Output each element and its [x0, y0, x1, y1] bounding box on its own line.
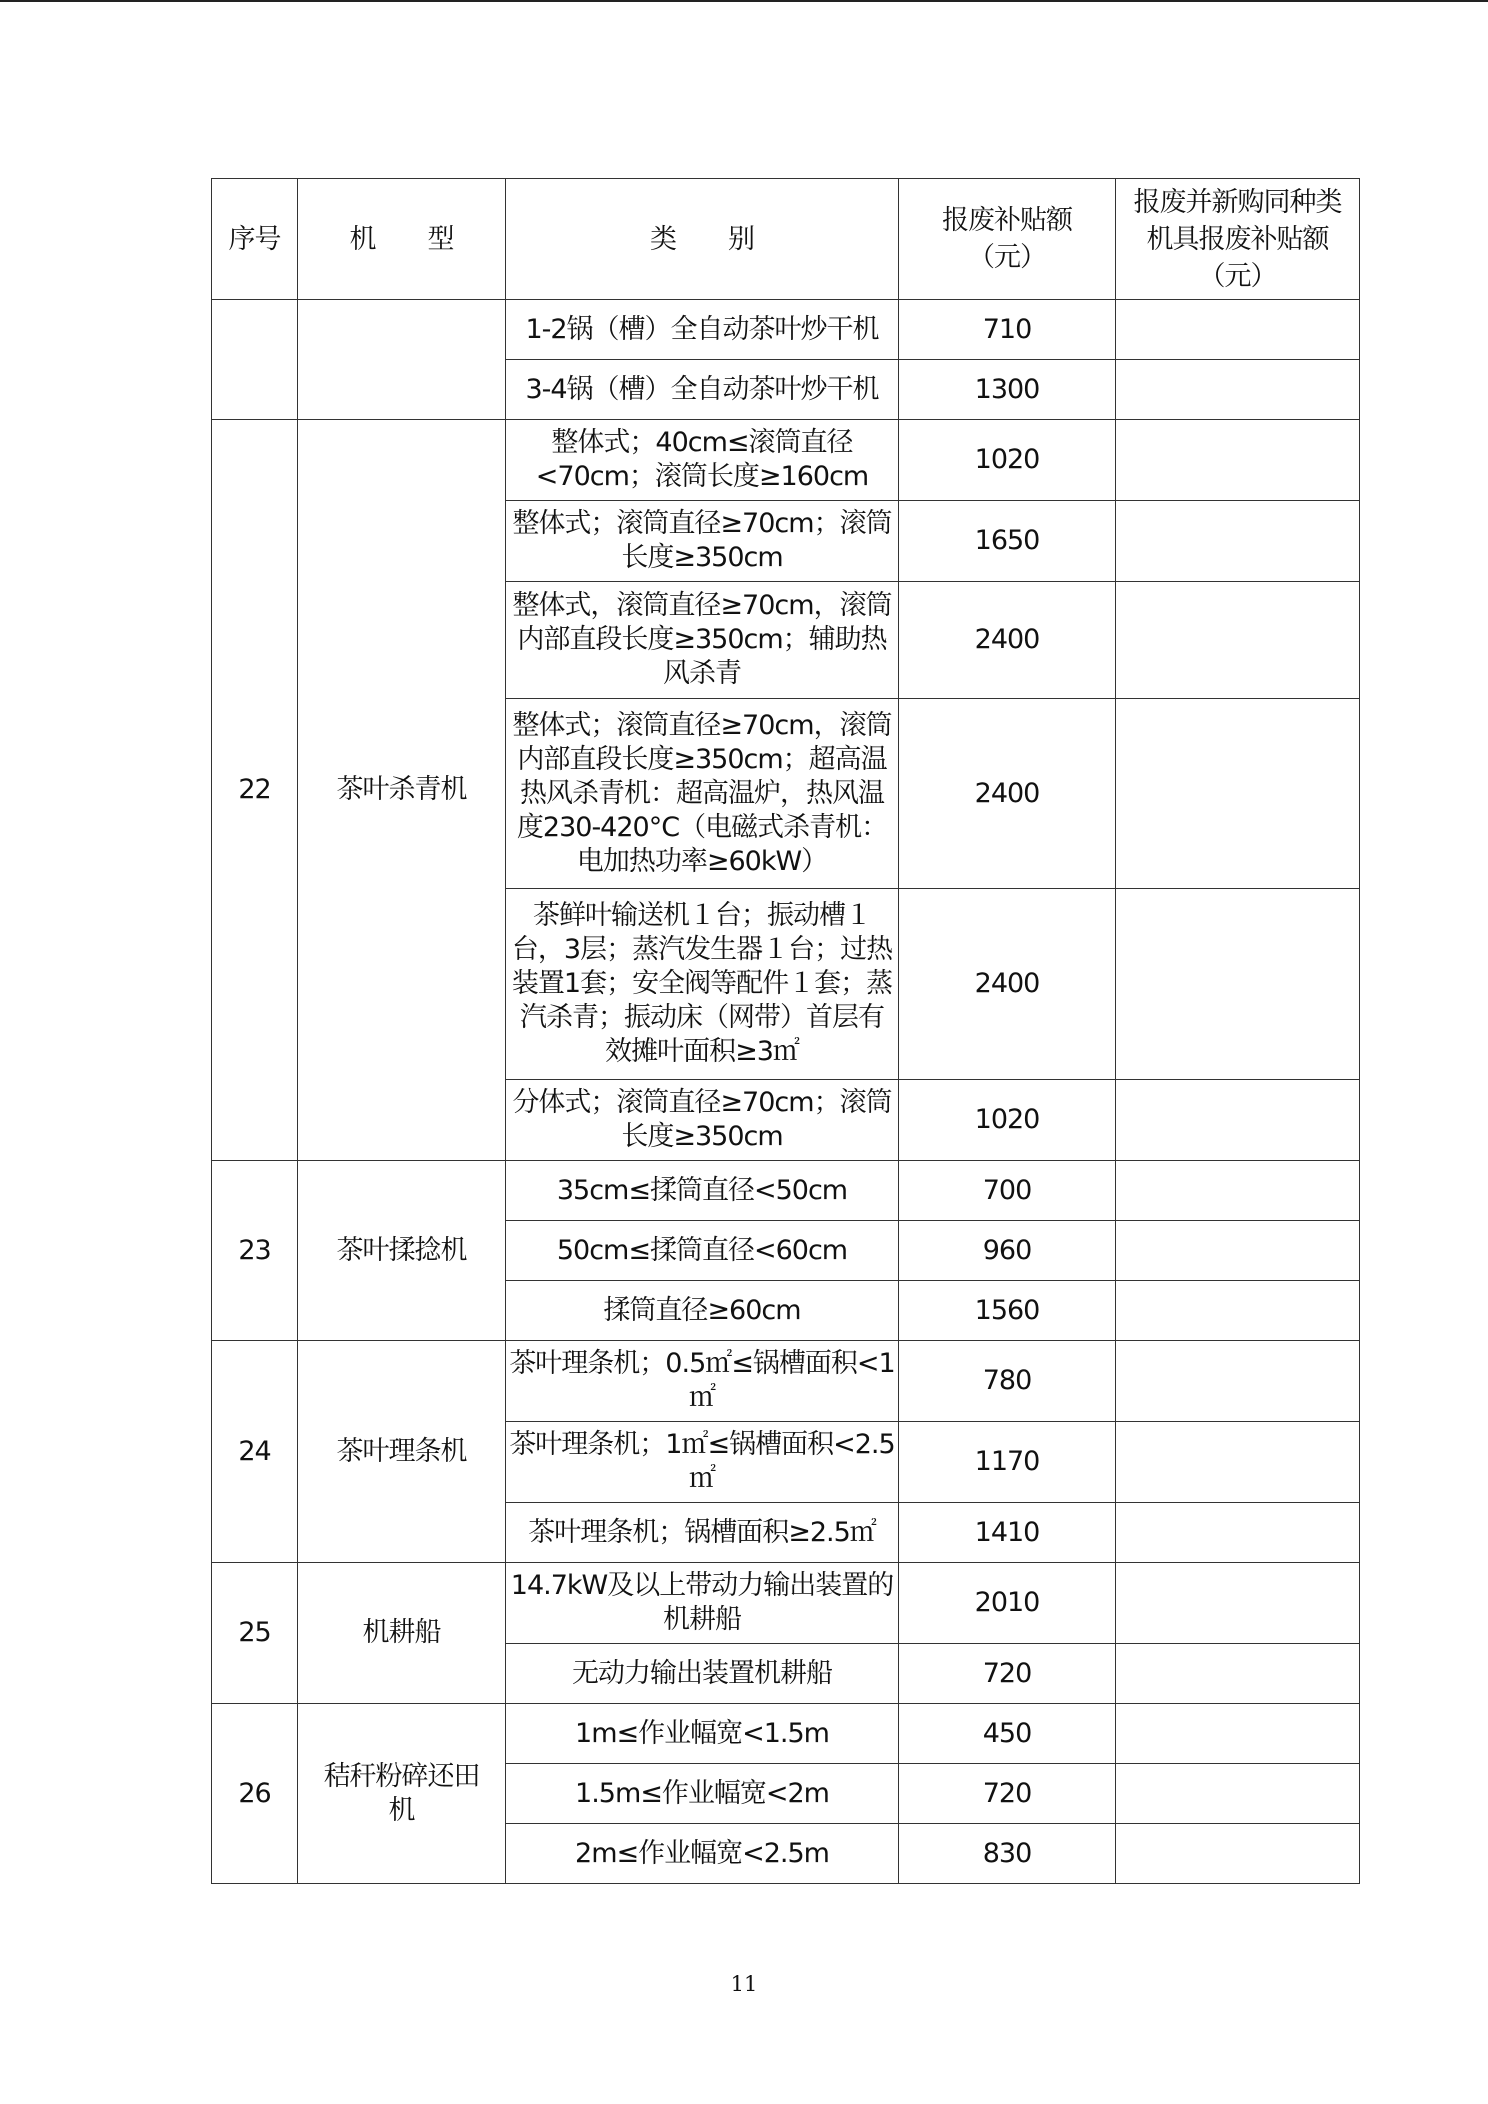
amount-cell: 1410 [899, 1503, 1116, 1563]
extra-cell [1116, 300, 1360, 360]
table-row [212, 420, 1360, 501]
header-scrap-and-buy: 报废并新购同种类机具报废补贴额（元） [1116, 179, 1360, 300]
category-cell: 分体式；滚筒直径≥70cm；滚筒长度≥350cm [506, 1080, 899, 1161]
amount-cell: 700 [899, 1161, 1116, 1221]
amount-cell: 780 [899, 1341, 1116, 1422]
category-cell: 2m≤作业幅宽<2.5m [506, 1824, 899, 1884]
top-border-line [0, 0, 1488, 2]
extra-cell [1116, 1824, 1360, 1884]
header-model: 机 型 [298, 179, 506, 300]
amount-cell: 1020 [899, 420, 1116, 501]
category-cell: 茶叶理条机；锅槽面积≥2.5㎡ [506, 1503, 899, 1563]
model-cell: 茶叶揉捻机 [298, 1161, 506, 1341]
extra-cell [1116, 360, 1360, 420]
extra-cell [1116, 1764, 1360, 1824]
model-cell: 茶叶杀青机 [298, 420, 506, 1161]
amount-cell: 830 [899, 1824, 1116, 1884]
extra-cell [1116, 1503, 1360, 1563]
amount-cell: 710 [899, 300, 1116, 360]
table-row [212, 1161, 1360, 1221]
index-cell: 24 [212, 1341, 298, 1563]
extra-cell [1116, 699, 1360, 889]
amount-cell: 450 [899, 1704, 1116, 1764]
header-row [212, 179, 1360, 300]
model-cell [298, 300, 506, 420]
extra-cell [1116, 1704, 1360, 1764]
index-cell: 23 [212, 1161, 298, 1341]
amount-cell: 1650 [899, 501, 1116, 582]
category-cell: 1-2锅（槽）全自动茶叶炒干机 [506, 300, 899, 360]
amount-cell: 1170 [899, 1422, 1116, 1503]
category-cell: 整体式；滚筒直径≥70cm，滚筒内部直段长度≥350cm；超高温热风杀青机：超高温炉，热风温度230-420°C（电磁式杀青机：电加热功率≥60kW） [506, 699, 899, 889]
amount-cell: 960 [899, 1221, 1116, 1281]
category-cell: 整体式；40cm≤滚筒直径<70cm；滚筒长度≥160cm [506, 420, 899, 501]
table-row [212, 1563, 1360, 1644]
category-cell: 1m≤作业幅宽<1.5m [506, 1704, 899, 1764]
category-cell: 整体式；滚筒直径≥70cm；滚筒长度≥350cm [506, 501, 899, 582]
category-cell: 14.7kW及以上带动力输出装置的机耕船 [506, 1563, 899, 1644]
amount-cell: 720 [899, 1764, 1116, 1824]
extra-cell [1116, 1644, 1360, 1704]
amount-cell: 1300 [899, 360, 1116, 420]
index-cell: 26 [212, 1704, 298, 1884]
category-cell: 50cm≤揉筒直径<60cm [506, 1221, 899, 1281]
index-cell [212, 300, 298, 420]
extra-cell [1116, 1080, 1360, 1161]
extra-cell [1116, 1422, 1360, 1503]
amount-cell: 720 [899, 1644, 1116, 1704]
header-scrap-subsidy: 报废补贴额（元） [899, 179, 1116, 300]
category-cell: 茶叶理条机；0.5㎡≤锅槽面积<1㎡ [506, 1341, 899, 1422]
amount-cell: 1020 [899, 1080, 1116, 1161]
category-cell: 3-4锅（槽）全自动茶叶炒干机 [506, 360, 899, 420]
header-index: 序号 [212, 179, 298, 300]
subsidy-table [211, 178, 1360, 1884]
category-cell: 揉筒直径≥60cm [506, 1281, 899, 1341]
model-cell: 机耕船 [298, 1563, 506, 1704]
amount-cell: 2400 [899, 889, 1116, 1080]
amount-cell: 2010 [899, 1563, 1116, 1644]
extra-cell [1116, 1341, 1360, 1422]
amount-cell: 1560 [899, 1281, 1116, 1341]
table-row [212, 1704, 1360, 1764]
category-cell: 1.5m≤作业幅宽<2m [506, 1764, 899, 1824]
extra-cell [1116, 501, 1360, 582]
table-row [212, 300, 1360, 360]
category-cell: 无动力输出装置机耕船 [506, 1644, 899, 1704]
extra-cell [1116, 1563, 1360, 1644]
page-number: 11 [730, 1972, 758, 1996]
amount-cell: 2400 [899, 699, 1116, 889]
category-cell: 35cm≤揉筒直径<50cm [506, 1161, 899, 1221]
extra-cell [1116, 1221, 1360, 1281]
category-cell: 茶叶理条机；1㎡≤锅槽面积<2.5㎡ [506, 1422, 899, 1503]
table-row [212, 1341, 1360, 1422]
category-cell: 茶鲜叶输送机１台；振动槽１台，3层；蒸汽发生器１台；过热装置1套；安全阀等配件１套；蒸汽杀青；振动床（网带）首层有效摊叶面积≥3㎡ [506, 889, 899, 1080]
header-category: 类 别 [506, 179, 899, 300]
amount-cell: 2400 [899, 582, 1116, 699]
category-cell: 整体式，滚筒直径≥70cm，滚筒内部直段长度≥350cm；辅助热风杀青 [506, 582, 899, 699]
extra-cell [1116, 582, 1360, 699]
extra-cell [1116, 1161, 1360, 1221]
model-cell: 茶叶理条机 [298, 1341, 506, 1563]
index-cell: 25 [212, 1563, 298, 1704]
extra-cell [1116, 420, 1360, 501]
extra-cell [1116, 1281, 1360, 1341]
extra-cell [1116, 889, 1360, 1080]
model-cell: 秸秆粉碎还田机 [298, 1704, 506, 1884]
index-cell: 22 [212, 420, 298, 1161]
